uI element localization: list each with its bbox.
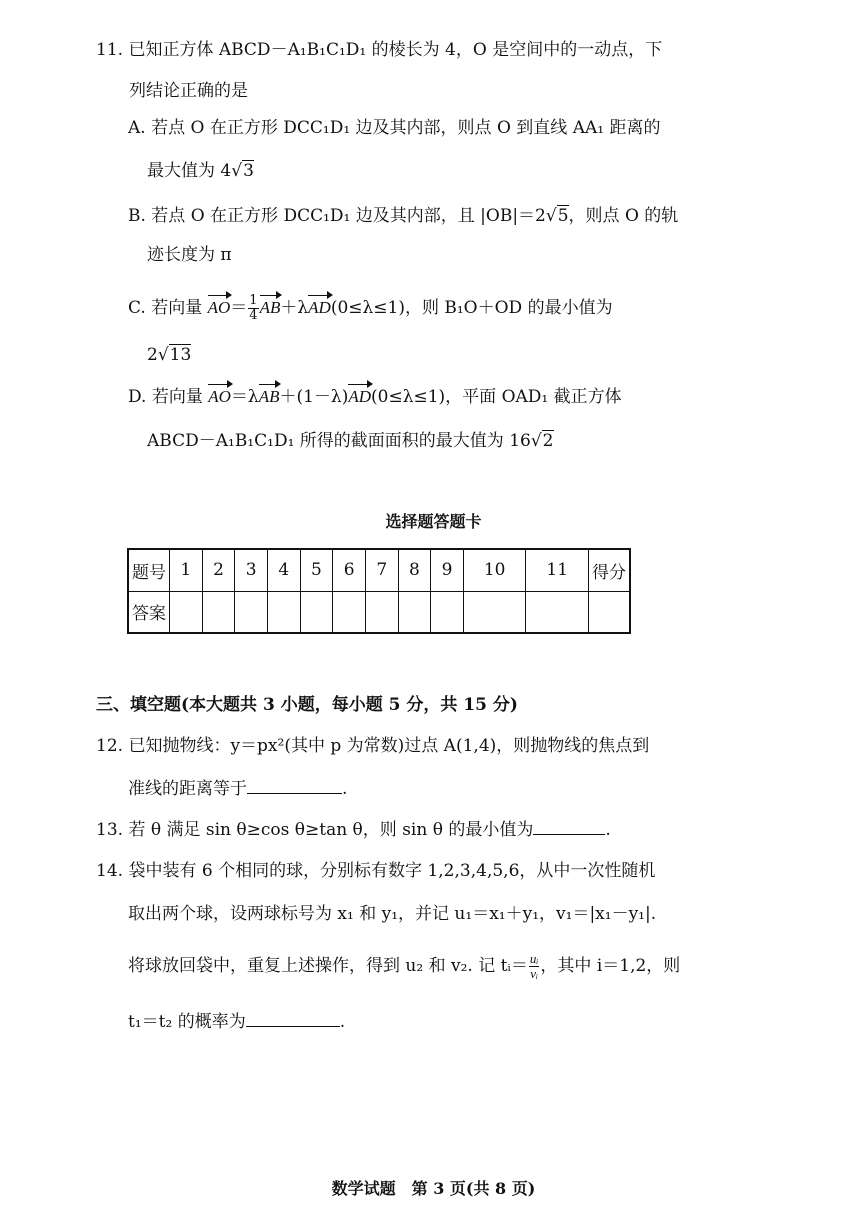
q11-option-b-line2: 迹长度为 π [147, 245, 232, 265]
sqrt-symbol: √ [231, 161, 243, 181]
q14-answer-blank[interactable] [246, 1010, 340, 1027]
page-footer: 数学试题 第 3 页(共 8 页) [331, 1179, 536, 1198]
answer-card-table [127, 548, 631, 634]
q13-period: . [605, 820, 611, 840]
fraction-u-over-v [529, 952, 540, 981]
answer-cell[interactable] [333, 591, 366, 633]
q11-option-c-line2 [147, 344, 191, 366]
q11-a-radicand: 3 [243, 161, 254, 181]
q11-b-text-end: ，则点 O 的轨 [568, 206, 679, 226]
q11-stem-line2: 列结论正确的是 [129, 81, 248, 101]
question-number-cell: 3 [235, 549, 268, 591]
question-number-cell: 7 [365, 549, 398, 591]
fraction-denominator: vᵢ [530, 966, 539, 981]
vector-ao: AO [207, 298, 231, 317]
answer-card-number-row [128, 549, 630, 591]
q14-line4 [128, 1010, 345, 1033]
answer-cell[interactable] [202, 591, 235, 633]
answer-cell[interactable] [398, 591, 431, 633]
q11-d2-radicand: 2 [542, 431, 554, 451]
q11-stem-line1: 11. 已知正方体 ABCD－A₁B₁C₁D₁ 的棱长为 4，O 是空间中的一动点，下 [96, 40, 663, 60]
q12-text: 准线的距离等于 [128, 779, 247, 799]
row-label-question-no: 题号 [128, 549, 170, 591]
q11-option-d-line1 [128, 386, 622, 408]
q14-line3 [128, 952, 680, 981]
vector-ad: AD [308, 298, 331, 317]
q14-line1: 14. 袋中装有 6 个相同的球，分别标有数字 1,2,3,4,5,6，从中一次性随机 [96, 861, 656, 881]
q11-option-d-line2 [147, 430, 554, 452]
row-label-answer: 答案 [128, 591, 170, 633]
q11-c-eq: ＝ [230, 298, 248, 318]
score-label-cell: 得分 [589, 549, 631, 591]
score-cell[interactable] [589, 591, 631, 633]
vector-ad: AD [348, 387, 372, 406]
vector-ab: AB [258, 387, 280, 406]
fraction-denominator: 4 [249, 308, 258, 323]
q13-line1 [96, 818, 611, 841]
q12-line1: 12. 已知抛物线：y＝px²(其中 p 为常数)过点 A(1,4)，则抛物线的焦点到 [96, 736, 650, 756]
fraction-quarter [248, 294, 258, 323]
q11-option-a-line1: A. 若点 O 在正方形 DCC₁D₁ 边及其内部，则点 O 到直线 AA₁ 距离的 [128, 118, 661, 138]
q11-c-mid: ＋λ [280, 298, 309, 318]
section-3-title: 三、填空题(本大题共 3 小题，每小题 5 分，共 15 分) [96, 695, 518, 715]
fraction-numerator: 1 [249, 293, 258, 308]
q11-option-c-line1 [128, 294, 613, 323]
q11-option-a-line2 [147, 160, 254, 182]
q12-answer-blank[interactable] [247, 777, 342, 794]
sqrt-symbol: √ [157, 345, 169, 365]
question-number-cell: 8 [398, 549, 431, 591]
q13-answer-blank[interactable] [533, 818, 605, 835]
fraction-numerator: uᵢ [529, 951, 539, 966]
q11-c2-text: 2 [147, 345, 158, 365]
q11-d-mid: ＋(1－λ) [279, 387, 349, 407]
answer-cell[interactable] [526, 591, 589, 633]
q11-c-text-end: (0≤λ≤1)，则 B₁O＋OD 的最小值为 [330, 298, 613, 318]
q11-d-text: D. 若向量 [128, 387, 203, 407]
q14-text-end: ，其中 i＝1,2，则 [540, 956, 681, 976]
q13-text: 13. 若 θ 满足 sin θ≥cos θ≥tan θ，则 sin θ 的最小值为 [96, 820, 534, 840]
sqrt-symbol: √ [545, 206, 557, 226]
q11-d-eq: ＝λ [230, 387, 259, 407]
answer-cell[interactable] [365, 591, 398, 633]
q14-text: t₁＝t₂ 的概率为 [128, 1012, 246, 1032]
vector-ab: AB [259, 298, 281, 317]
q11-b-text: B. 若点 O 在正方形 DCC₁D₁ 边及其内部，且 |OB|＝2 [128, 206, 546, 226]
q14-period: . [339, 1012, 346, 1032]
q11-d-text-end: (0≤λ≤1)，平面 OAD₁ 截正方体 [371, 387, 622, 407]
q11-a-text: 最大值为 4 [147, 161, 232, 181]
question-number-cell: 1 [170, 549, 203, 591]
answer-cell[interactable] [431, 591, 464, 633]
answer-cell[interactable] [300, 591, 333, 633]
vector-ao: AO [208, 387, 231, 406]
q14-line2: 取出两个球，设两球标号为 x₁ 和 y₁，并记 u₁＝x₁＋y₁，v₁＝|x₁－y₁|. [128, 904, 657, 924]
q14-text: 将球放回袋中，重复上述操作，得到 u₂ 和 v₂. 记 tᵢ＝ [128, 956, 528, 976]
sqrt-symbol: √ [530, 431, 542, 451]
answer-cell[interactable] [267, 591, 300, 633]
answer-cell[interactable] [170, 591, 203, 633]
q11-c2-radicand: 13 [169, 345, 192, 365]
question-number-cell: 11 [526, 549, 589, 591]
q12-period: . [342, 779, 348, 799]
question-number-cell: 10 [463, 549, 526, 591]
q12-line2 [128, 777, 347, 800]
question-number-cell: 9 [431, 549, 464, 591]
question-number-cell: 2 [202, 549, 235, 591]
question-number-cell: 6 [333, 549, 366, 591]
question-number-cell: 4 [267, 549, 300, 591]
q11-d2-text: ABCD－A₁B₁C₁D₁ 所得的截面面积的最大值为 16 [147, 431, 531, 451]
answer-cell[interactable] [463, 591, 526, 633]
answer-card-answer-row [128, 591, 630, 633]
question-number-cell: 5 [300, 549, 333, 591]
answer-card-title: 选择题答题卡 [385, 512, 482, 531]
q11-b-radicand: 5 [557, 206, 569, 226]
q11-option-b-line1 [128, 205, 678, 227]
q11-c-text: C. 若向量 [128, 298, 203, 318]
answer-cell[interactable] [235, 591, 268, 633]
